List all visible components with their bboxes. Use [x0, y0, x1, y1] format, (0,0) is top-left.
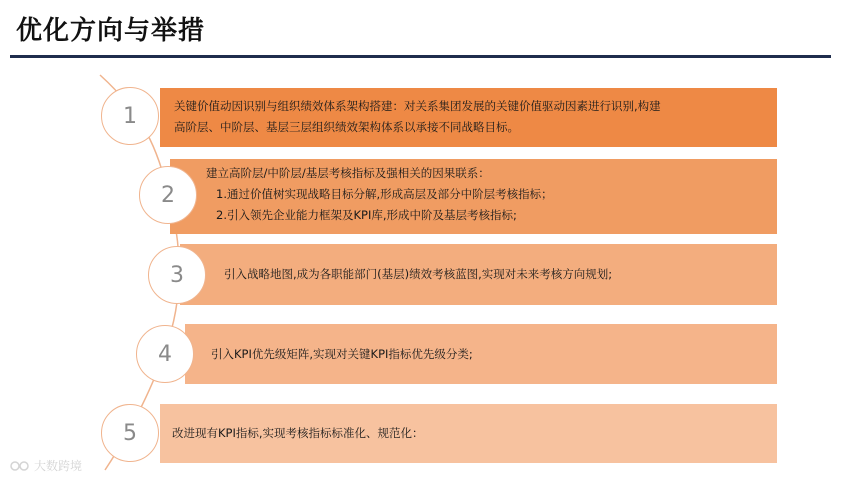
step-band-4 — [185, 324, 777, 384]
step-number-4: 4 — [136, 325, 194, 383]
step-1-line-1: 关键价值动因识别与组织绩效体系架构搭建：对关系集团发展的关键价值驱动因素进行识别,构建 — [174, 99, 661, 113]
step-number-2: 2 — [139, 166, 197, 224]
step-band-5 — [160, 404, 777, 463]
step-3-line-1: 引入战略地图,成为各职能部门(基层)绩效考核蓝图,实现对未来考核方向规划; — [224, 267, 613, 281]
step-1-line-2: 高阶层、中阶层、基层三层组织绩效架构体系以承接不同战略目标。 — [174, 120, 519, 134]
step-number-5: 5 — [101, 404, 159, 462]
page-title: 优化方向与举措 — [16, 16, 206, 46]
step-2-line-2: 1.通过价值树实现战略目标分解,形成高层及部分中阶层考核指标； — [216, 187, 553, 201]
step-band-2 — [170, 159, 777, 234]
watermark — [10, 457, 82, 474]
step-band-3 — [180, 244, 777, 305]
step-5-line-1: 改进现有KPI指标,实现考核指标标准化、规范化： — [172, 426, 424, 440]
watermark-text: 大数跨境 — [34, 459, 83, 473]
step-2-line-1: 建立高阶层/中阶层/基层考核指标及强相关的因果联系： — [206, 166, 490, 180]
step-4-line-1: 引入KPI优先级矩阵,实现对关键KPI指标优先级分类; — [211, 347, 473, 361]
logo-icon — [10, 459, 30, 473]
step-2-line-3: 2.引入领先企业能力框架及KPI库,形成中阶及基层考核指标; — [216, 208, 517, 222]
step-number-1: 1 — [101, 87, 159, 145]
step-number-3: 3 — [148, 246, 206, 304]
step-band-1 — [160, 88, 777, 147]
